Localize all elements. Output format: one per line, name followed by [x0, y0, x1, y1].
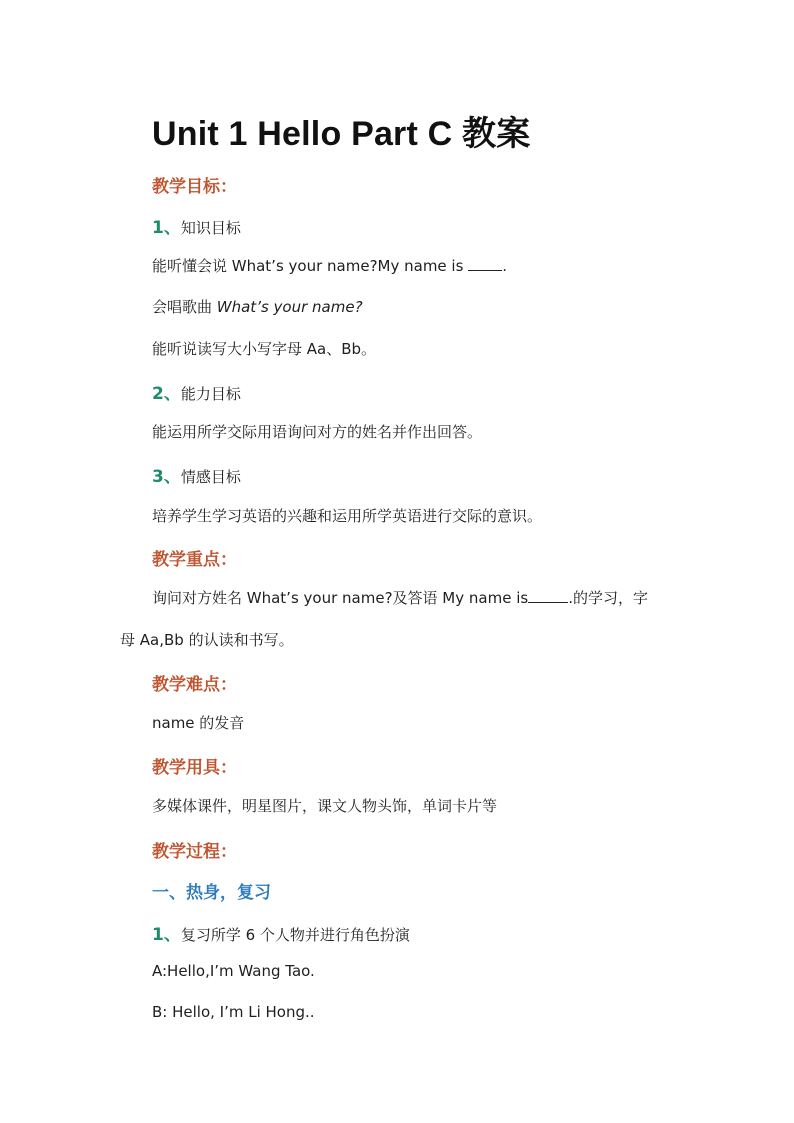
process-step-1-number: 1、 — [152, 925, 181, 945]
dialog-line-b: B: Hello, I’m Li Hong.. — [152, 1003, 315, 1021]
knowledge-goal-label: 知识目标 — [180, 219, 241, 237]
process-step-title: 一、热身，复习 — [152, 883, 271, 903]
process-step-1-label: 复习所学 6 个人物并进行角色扮演 — [180, 926, 410, 944]
fill-blank — [468, 256, 502, 271]
emotion-goal-number: 3、 — [152, 467, 181, 487]
difficulty-line-1: name 的发音 — [152, 714, 245, 732]
song-title: What’s your name? — [216, 298, 363, 316]
fill-blank — [528, 588, 568, 603]
goal-line-3: 能听说读写大小写字母 Aa、Bb。 — [152, 340, 377, 358]
tools-heading: 教学用具： — [152, 758, 237, 778]
dialog-line-a: A:Hello,I’m Wang Tao. — [152, 962, 315, 980]
focus-line-2: 母 Aa,Bb 的认读和书写。 — [120, 631, 294, 649]
goal-line-4: 能运用所学交际用语询问对方的姓名并作出回答。 — [152, 423, 483, 441]
knowledge-goal-subhead — [152, 213, 241, 238]
goal-line-1 — [152, 255, 507, 276]
difficulty-heading: 教学难点： — [152, 675, 237, 695]
focus-line-1 — [152, 587, 648, 608]
focus-line-1-text: 询问对方姓名 What’s your name?及答语 My name is — [152, 589, 529, 607]
ability-goal-subhead — [152, 379, 241, 404]
goal-line-5: 培养学生学习英语的兴趣和运用所学英语进行交际的意识。 — [152, 507, 543, 525]
emotion-goal-label: 情感目标 — [180, 468, 241, 486]
focus-line-1-end: .的学习，字 — [568, 589, 648, 607]
process-heading: 教学过程： — [152, 842, 237, 862]
document-title: Unit 1 Hello Part C 教案 — [152, 115, 531, 153]
tools-line-1: 多媒体课件，明星图片，课文人物头饰，单词卡片等 — [152, 797, 498, 815]
goal-line-2 — [152, 296, 363, 317]
knowledge-goal-number: 1、 — [152, 218, 181, 238]
goal-line-1-text: 能听懂会说 What’s your name?My name is — [152, 257, 464, 275]
goals-heading: 教学目标： — [152, 177, 237, 197]
goal-line-1-end: . — [502, 257, 507, 275]
focus-heading: 教学重点： — [152, 550, 237, 570]
goal-line-2-text: 会唱歌曲 — [152, 298, 217, 316]
ability-goal-number: 2、 — [152, 384, 181, 404]
ability-goal-label: 能力目标 — [180, 385, 241, 403]
emotion-goal-subhead — [152, 462, 241, 487]
process-step-1 — [152, 920, 410, 945]
